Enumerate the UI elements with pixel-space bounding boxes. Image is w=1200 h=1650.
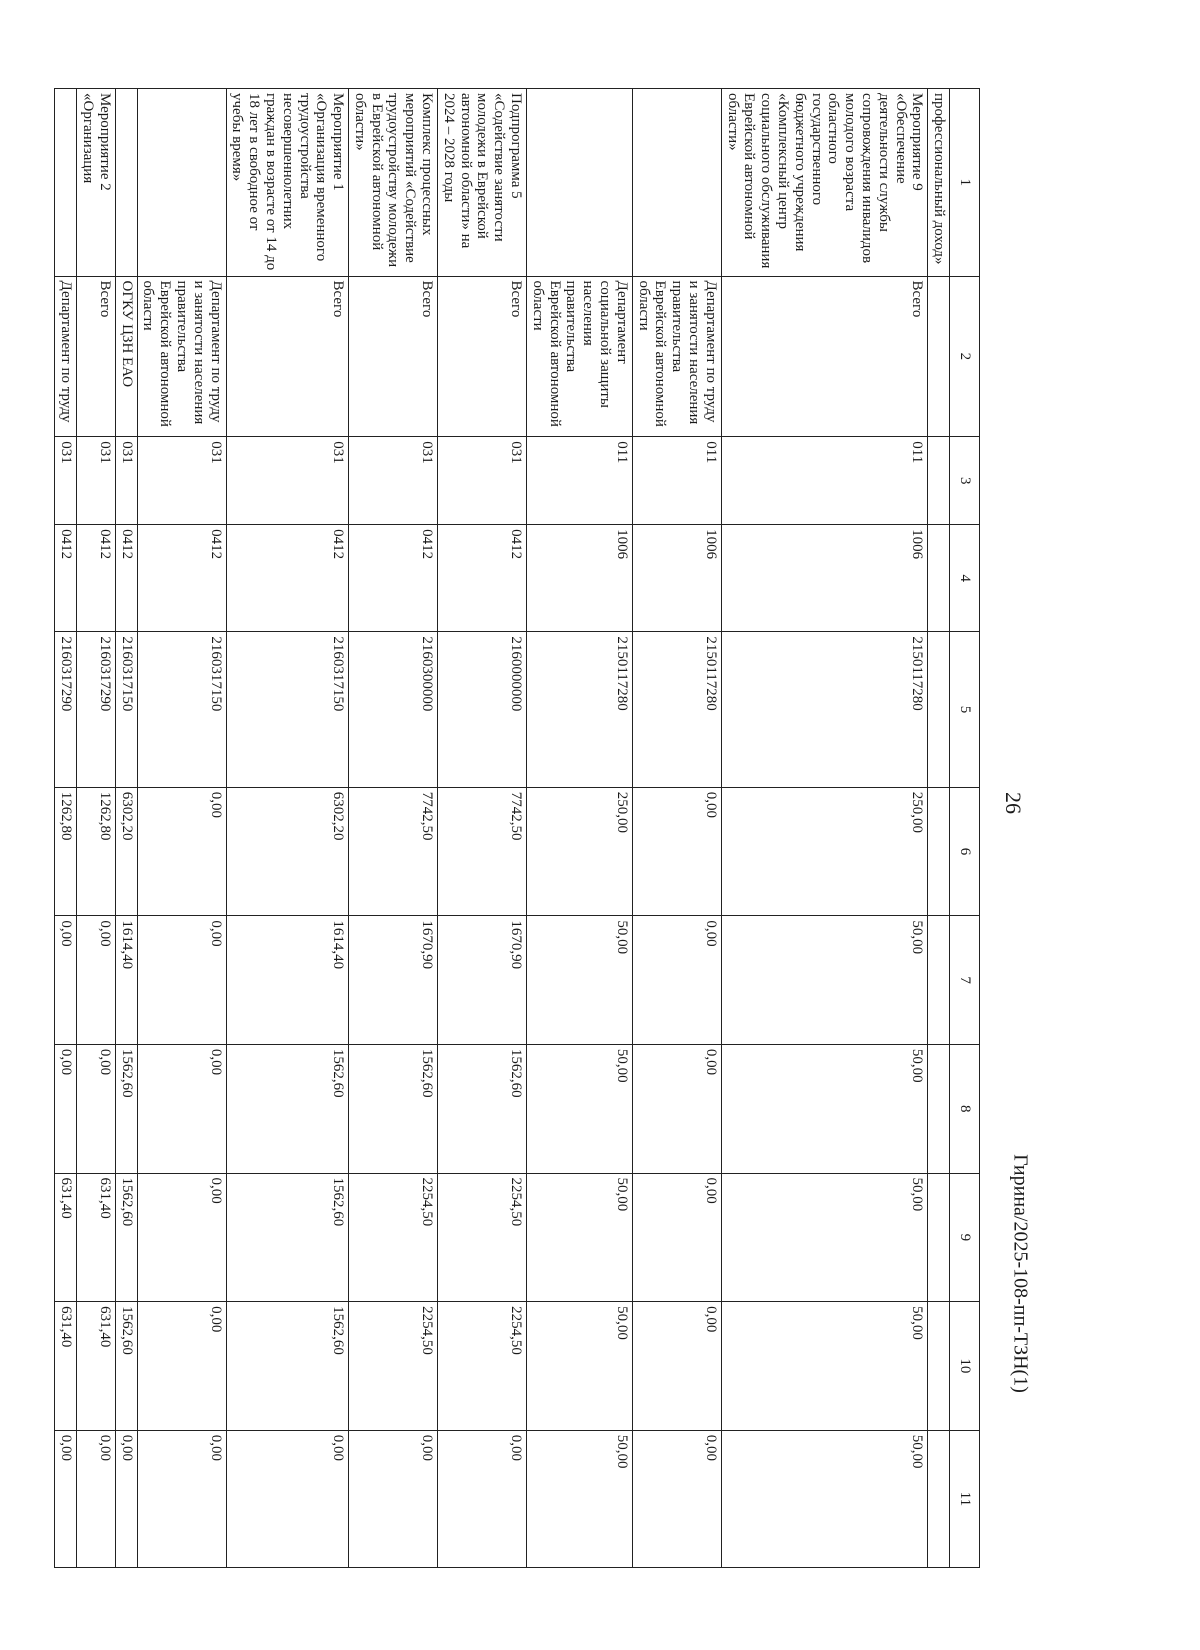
table-cell: [928, 787, 950, 916]
table-cell: 2150117280: [632, 632, 721, 787]
table-cell: [928, 276, 950, 437]
table-cell: 0,00: [632, 787, 721, 916]
column-header: 3: [950, 437, 980, 525]
table-cell: [115, 89, 137, 277]
table-row: [137, 89, 226, 1568]
table-cell: 50,00: [527, 1302, 633, 1431]
table-cell: Подпрограмма 5 «Содействие занятости молодежи в Еврейской автономной области» на 2024 – 2028 годы: [438, 89, 527, 277]
table-cell: 0412: [115, 525, 137, 632]
table-cell: 011: [721, 437, 928, 525]
table-cell: 2150117280: [721, 632, 928, 787]
table-header-row: [950, 89, 980, 1568]
table-cell: [55, 89, 77, 277]
table-cell: [928, 437, 950, 525]
budget-table: [54, 88, 980, 1568]
table-cell: 50,00: [721, 1044, 928, 1173]
table-cell: 1562,60: [115, 1173, 137, 1302]
table-cell: 1006: [721, 525, 928, 632]
table-cell: Всего: [226, 276, 349, 437]
column-header: 1: [950, 89, 980, 277]
table-cell: 1562,60: [226, 1044, 349, 1173]
table-cell: 50,00: [721, 1430, 928, 1567]
table-cell: 50,00: [721, 1302, 928, 1431]
table-cell: 011: [527, 437, 633, 525]
table-cell: 1614,40: [115, 916, 137, 1045]
table-cell: 250,00: [527, 787, 633, 916]
table-cell: 631,40: [77, 1173, 116, 1302]
table-cell: Всего: [77, 276, 116, 437]
table-cell: ОГКУ ЦЗН ЕАО: [115, 276, 137, 437]
table-cell: 0,00: [55, 916, 77, 1045]
table-row: [349, 89, 438, 1568]
table-cell: Департамент по труду и занятости населения правительства Еврейской автономной области: [137, 276, 226, 437]
table-cell: Всего: [438, 276, 527, 437]
table-cell: 0,00: [632, 1173, 721, 1302]
table-cell: 031: [438, 437, 527, 525]
table-cell: 6302,20: [115, 787, 137, 916]
table-cell: 031: [77, 437, 116, 525]
table-cell: 0,00: [77, 1044, 116, 1173]
table-cell: 0,00: [137, 1173, 226, 1302]
table-cell: [928, 1044, 950, 1173]
table-cell: 50,00: [527, 1430, 633, 1567]
table-cell: 0,00: [632, 1044, 721, 1173]
table-cell: [527, 89, 633, 277]
table-cell: Всего: [349, 276, 438, 437]
table-cell: [928, 1430, 950, 1567]
table-cell: 631,40: [55, 1173, 77, 1302]
table-cell: 0412: [55, 525, 77, 632]
table-cell: профессиональный доход»: [928, 89, 950, 277]
table-row: [928, 89, 950, 1568]
table-cell: 2160000000: [438, 632, 527, 787]
table-row: [77, 89, 116, 1568]
table-cell: 2160317290: [55, 632, 77, 787]
column-header: 4: [950, 525, 980, 632]
table-cell: 0,00: [632, 1302, 721, 1431]
table-row: [632, 89, 721, 1568]
table-cell: [137, 89, 226, 277]
table-cell: 2160317150: [115, 632, 137, 787]
table-cell: 0,00: [137, 787, 226, 916]
table-cell: 1006: [632, 525, 721, 632]
table-cell: 50,00: [721, 916, 928, 1045]
document-code: Гирина/2025-108-пп-ТЗН(1): [1009, 1154, 1032, 1393]
table-cell: 031: [349, 437, 438, 525]
column-header: 5: [950, 632, 980, 787]
table-cell: 50,00: [721, 1173, 928, 1302]
table-cell: 0,00: [137, 1302, 226, 1431]
table-cell: 1562,60: [438, 1044, 527, 1173]
table-cell: 1562,60: [226, 1302, 349, 1431]
table-cell: 2254,50: [349, 1302, 438, 1431]
table-cell: 0,00: [137, 916, 226, 1045]
table-cell: 1006: [527, 525, 633, 632]
table-row: [721, 89, 928, 1568]
table-cell: [928, 916, 950, 1045]
table-cell: 0,00: [632, 1430, 721, 1567]
table-cell: 0,00: [226, 1430, 349, 1567]
table-cell: Мероприятие 2 «Организация: [77, 89, 116, 277]
table-cell: [928, 632, 950, 787]
table-cell: 7742,50: [438, 787, 527, 916]
table-cell: Мероприятие 9 «Обеспечение деятельности службы сопровождения инвалидов молодого возраста областного государственного бюджетного учреждения «Комплексный центр социального обслуживания Еврейской автономной области»: [721, 89, 928, 277]
table-cell: 0,00: [349, 1430, 438, 1567]
table-row: [438, 89, 527, 1568]
table-cell: 50,00: [527, 1173, 633, 1302]
table-cell: 1562,60: [115, 1044, 137, 1173]
table-cell: 2150117280: [527, 632, 633, 787]
column-header: 11: [950, 1430, 980, 1567]
table-cell: 0,00: [77, 916, 116, 1045]
table-cell: 2254,50: [438, 1173, 527, 1302]
table-cell: 031: [226, 437, 349, 525]
table-cell: 1562,60: [226, 1173, 349, 1302]
table-cell: 50,00: [527, 1044, 633, 1173]
table-cell: [928, 525, 950, 632]
table-cell: 2254,50: [438, 1302, 527, 1431]
table-cell: 1262,80: [77, 787, 116, 916]
table-cell: 6302,20: [226, 787, 349, 916]
table-cell: 631,40: [55, 1302, 77, 1431]
table-cell: 0,00: [77, 1430, 116, 1567]
table-cell: 0,00: [632, 916, 721, 1045]
table-cell: 0,00: [137, 1044, 226, 1173]
table-row: [226, 89, 349, 1568]
table-row: [115, 89, 137, 1568]
table-cell: Департамент социальной защиты населения правительства Еврейской автономной области: [527, 276, 633, 437]
table-cell: 1670,90: [438, 916, 527, 1045]
column-header: 7: [950, 916, 980, 1045]
table-cell: 0,00: [55, 1044, 77, 1173]
table-cell: 1262,80: [55, 787, 77, 916]
page-number: 26: [1001, 792, 1026, 814]
budget-table-container: [54, 88, 980, 1568]
table-cell: 011: [632, 437, 721, 525]
table-cell: Всего: [721, 276, 928, 437]
table-cell: Комплекс процессных мероприятий «Содействие трудоустройству молодежи в Еврейской автономной области»: [349, 89, 438, 277]
table-cell: 2160317150: [137, 632, 226, 787]
column-header: 8: [950, 1044, 980, 1173]
table-cell: 50,00: [527, 916, 633, 1045]
table-cell: 0412: [226, 525, 349, 632]
table-cell: 0,00: [55, 1430, 77, 1567]
table-cell: 2160300000: [349, 632, 438, 787]
table-cell: [928, 1173, 950, 1302]
column-header: 9: [950, 1173, 980, 1302]
table-cell: [632, 89, 721, 277]
table-cell: 031: [55, 437, 77, 525]
table-cell: 031: [137, 437, 226, 525]
table-cell: 1562,60: [349, 1044, 438, 1173]
table-row: [55, 89, 77, 1568]
table-cell: [928, 1302, 950, 1431]
table-cell: 1614,40: [226, 916, 349, 1045]
column-header: 6: [950, 787, 980, 916]
table-cell: 2160317150: [226, 632, 349, 787]
table-cell: 2254,50: [349, 1173, 438, 1302]
column-header: 2: [950, 276, 980, 437]
table-cell: 250,00: [721, 787, 928, 916]
table-cell: 0412: [349, 525, 438, 632]
table-cell: 0412: [438, 525, 527, 632]
table-cell: 2160317290: [77, 632, 116, 787]
column-header: 10: [950, 1302, 980, 1431]
table-cell: 0,00: [438, 1430, 527, 1567]
table-cell: Департамент по труду: [55, 276, 77, 437]
table-cell: 0,00: [137, 1430, 226, 1567]
table-cell: 031: [115, 437, 137, 525]
table-cell: 0,00: [115, 1430, 137, 1567]
table-cell: 1562,60: [115, 1302, 137, 1431]
table-cell: 7742,50: [349, 787, 438, 916]
table-cell: 1670,90: [349, 916, 438, 1045]
table-cell: Мероприятие 1 «Организация временного трудоустройства несовершеннолетних граждан в возрасте от 14 до 18 лет в свободное от учебы время»: [226, 89, 349, 277]
table-cell: 0412: [137, 525, 226, 632]
table-cell: 631,40: [77, 1302, 116, 1431]
table-cell: 0412: [77, 525, 116, 632]
table-cell: Департамент по труду и занятости населения правительства Еврейской автономной области: [632, 276, 721, 437]
table-row: [527, 89, 633, 1568]
